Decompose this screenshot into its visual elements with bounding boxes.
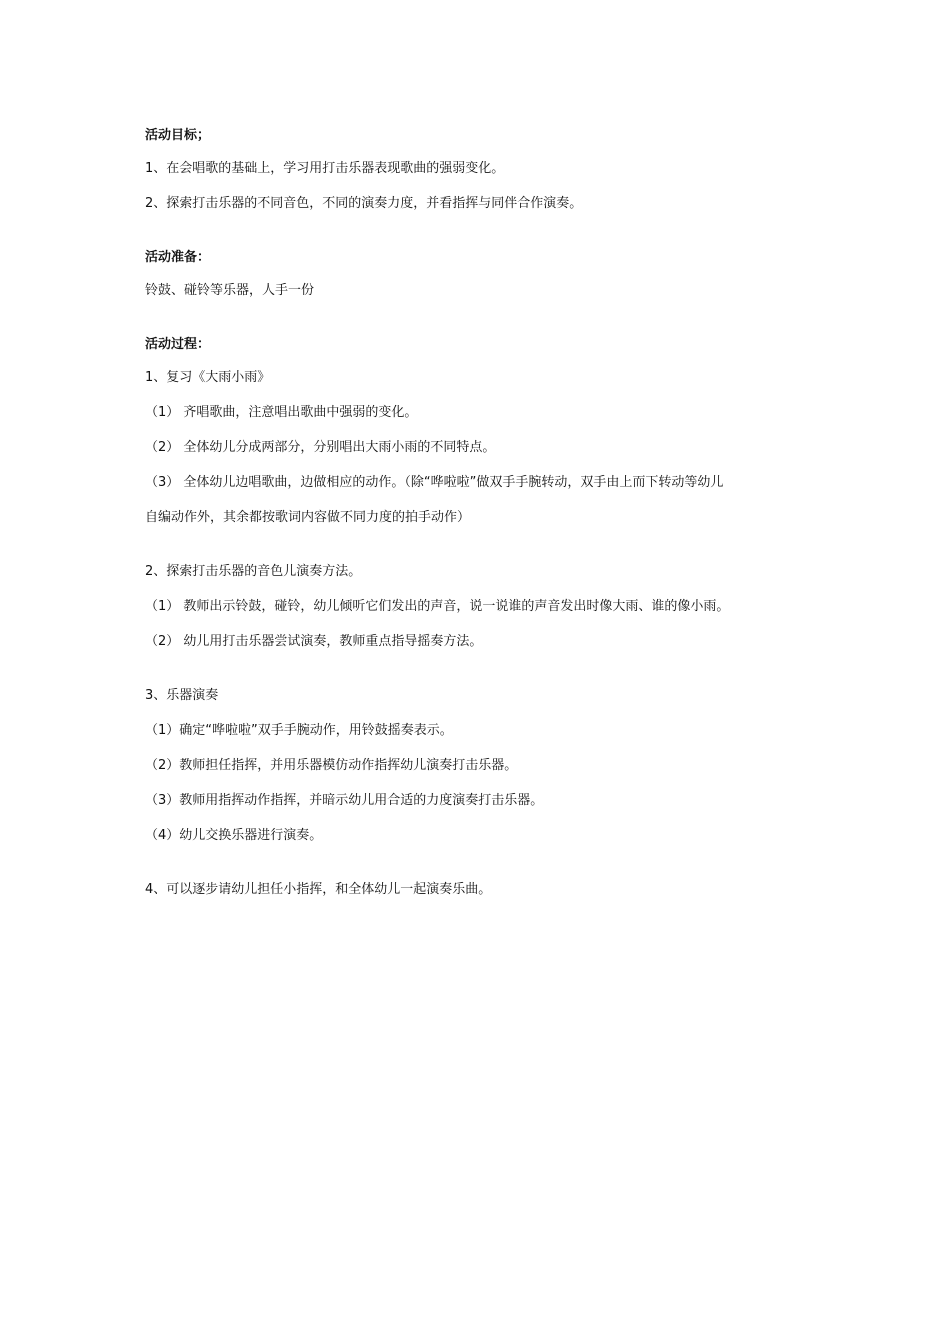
goal-item-2: 2、探索打击乐器的不同音色，不同的演奏力度，并看指挥与同伴合作演奏。 <box>145 196 583 211</box>
step-1-item-3-line-1: （3） 全体幼儿边唱歌曲，边做相应的动作。（除“哗啦啦”做双手手腕转动，双手由上而下转动等幼儿 <box>145 475 724 490</box>
process-heading: 活动过程： <box>145 337 211 352</box>
step-2-title: 2、探索打击乐器的音色儿演奏方法。 <box>145 564 362 579</box>
step-4-title: 4、可以逐步请幼儿担任小指挥，和全体幼儿一起演奏乐曲。 <box>145 882 492 897</box>
step-3-item-3: （3）教师用指挥动作指挥，并暗示幼儿用合适的力度演奏打击乐器。 <box>145 793 544 808</box>
step-2-item-1: （1） 教师出示铃鼓，碰铃，幼儿倾听它们发出的声音，说一说谁的声音发出时像大雨、谁的像小雨。 <box>145 599 730 614</box>
goals-heading: 活动目标； <box>145 128 211 143</box>
step-2-item-2: （2） 幼儿用打击乐器尝试演奏，教师重点指导摇奏方法。 <box>145 634 483 649</box>
section-gap <box>145 543 815 562</box>
prep-heading: 活动准备： <box>145 250 211 265</box>
goal-item-1: 1、在会唱歌的基础上，学习用打击乐器表现歌曲的强弱变化。 <box>145 161 505 176</box>
section-gap <box>145 861 815 880</box>
step-1-item-3-line-2: 自编动作外，其余都按歌词内容做不同力度的拍手动作） <box>145 510 471 525</box>
step-3-item-1: （1）确定“哗啦啦”双手手腕动作，用铃鼓摇奏表示。 <box>145 723 453 738</box>
step-3-title: 3、乐器演奏 <box>145 688 219 703</box>
step-1-title: 1、复习《大雨小雨》 <box>145 370 271 385</box>
section-gap <box>145 229 815 248</box>
step-1-item-3 <box>145 473 815 528</box>
document-body <box>145 126 815 915</box>
step-3-item-4: （4）幼儿交换乐器进行演奏。 <box>145 828 323 843</box>
step-1-item-2: （2） 全体幼儿分成两部分，分别唱出大雨小雨的不同特点。 <box>145 440 496 455</box>
section-gap <box>145 667 815 686</box>
step-3-item-2: （2）教师担任指挥，并用乐器模仿动作指挥幼儿演奏打击乐器。 <box>145 758 518 773</box>
section-gap <box>145 316 815 335</box>
step-1-item-1: （1） 齐唱歌曲，注意唱出歌曲中强弱的变化。 <box>145 405 418 420</box>
prep-text: 铃鼓、碰铃等乐器，人手一份 <box>145 283 315 298</box>
